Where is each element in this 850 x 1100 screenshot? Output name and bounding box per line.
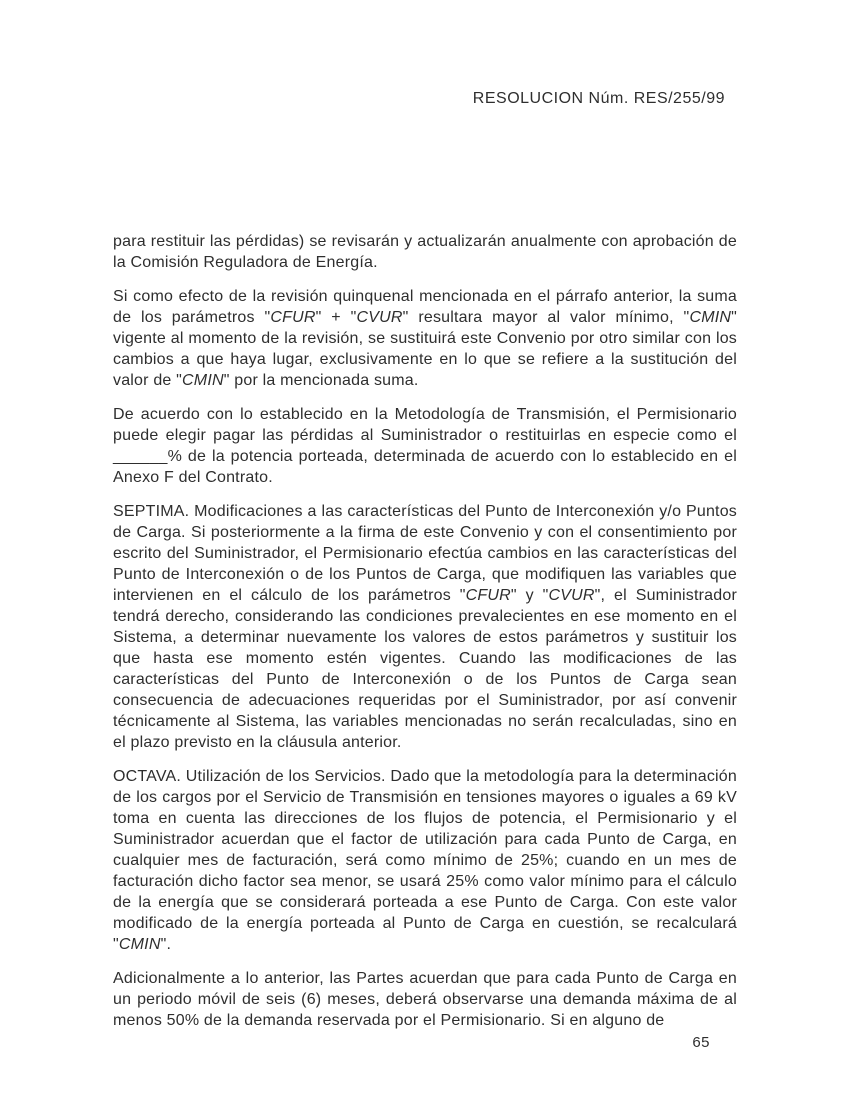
document-header-title: RESOLUCION Núm. RES/255/99 bbox=[472, 90, 725, 107]
paragraph bbox=[113, 766, 737, 955]
parameter-term: CMIN bbox=[118, 936, 161, 953]
parameter-term: CFUR bbox=[465, 587, 511, 604]
paragraph bbox=[113, 968, 737, 1031]
paragraph-text: " vigente al momento de la revisión, se sustituirá este Convenio por otro similar con los cambios a que haya lugar, exclusivamente en lo que se refiere a la sustitución del valor de " bbox=[113, 309, 738, 389]
paragraph-text: " resultara mayor al valor mínimo, " bbox=[402, 309, 690, 326]
paragraph-text: Si como efecto de la revisión quinquenal mencionada en el párrafo anterior, la suma de los parámetros " bbox=[113, 288, 737, 326]
parameter-term: CVUR bbox=[356, 309, 403, 326]
page-number: 65 bbox=[692, 1034, 710, 1051]
paragraph bbox=[113, 231, 737, 273]
parameter-term: CMIN bbox=[182, 372, 224, 389]
paragraph-text: Adicionalmente a lo anterior, las Partes acuerdan que para cada Punto de Carga en un periodo móvil de seis (6) meses, deberá observarse una demanda máxima de al menos 50% de la demanda reservada por el Permisionario. Si en alguno de bbox=[113, 970, 737, 1029]
parameter-term: CVUR bbox=[548, 587, 595, 604]
parameter-term: CFUR bbox=[270, 309, 316, 326]
paragraph-text: para restituir las pérdidas) se revisarán y actualizarán anualmente con aprobación de la Comisión Reguladora de Energía. bbox=[113, 233, 737, 271]
paragraph-text: OCTAVA. Utilización de los Servicios. Dado que la metodología para la determinación de los cargos por el Servicio de Transmisión en tensiones mayores o iguales a 69 kV toma en cuenta las direcciones de los flujos de potencia, el Permisionario y el Suministrador acuerdan que el factor de utilización para cada Punto de Carga, en cualquier mes de facturación, será como mínimo de 25%; cuando en un mes de facturación dicho factor sea menor, se usará 25% como valor mínimo para el cálculo de la energía que se considerará porteada a ese Punto de Carga. Con este valor modificado de la energía porteada al Punto de Carga en cuestión, se recalculará " bbox=[113, 768, 737, 953]
paragraph-text: SEPTIMA. Modificaciones a las características del Punto de Interconexión y/o Puntos de Carga. Si posteriormente a la firma de este Convenio y con el consentimiento por escrito del Suministrador, el Permisionario efectúa cambios en las características del Punto de Interconexión o de los Puntos de Carga, que modifiquen las variables que intervienen en el cálculo de los parámetros " bbox=[113, 503, 737, 604]
paragraph-text: ". bbox=[160, 936, 172, 953]
parameter-term: CMIN bbox=[689, 309, 732, 326]
paragraph bbox=[113, 501, 737, 753]
paragraph-text: " por la mencionada suma. bbox=[223, 372, 419, 389]
paragraph-text: " + " bbox=[315, 309, 357, 326]
paragraph-text: De acuerdo con lo establecido en la Metodología de Transmisión, el Permisionario puede elegir pagar las pérdidas al Suministrador o restituirlas en especie como el ______% de la potencia porteada, determinada de acuerdo con lo establecido en el Anexo F del Contrato. bbox=[113, 406, 737, 486]
paragraph-text: ", el Suministrador tendrá derecho, considerando las condiciones prevalecientes en ese momento en el Sistema, a determinar nuevamente los valores de estos parámetros y sustituir los que hasta ese momento estén vigentes. Cuando las modificaciones de las características del Punto de Interconexión o de los Puntos de Carga sean consecuencia de adecuaciones requeridas por el Suministrador, por así convenir técnicamente al Sistema, las variables mencionadas no serán recalculadas, sino en el plazo previsto en la cláusula anterior. bbox=[113, 587, 738, 751]
paragraph bbox=[113, 404, 737, 488]
document-body bbox=[113, 231, 737, 1031]
paragraph-text: " y " bbox=[510, 587, 549, 604]
paragraph bbox=[113, 286, 737, 391]
